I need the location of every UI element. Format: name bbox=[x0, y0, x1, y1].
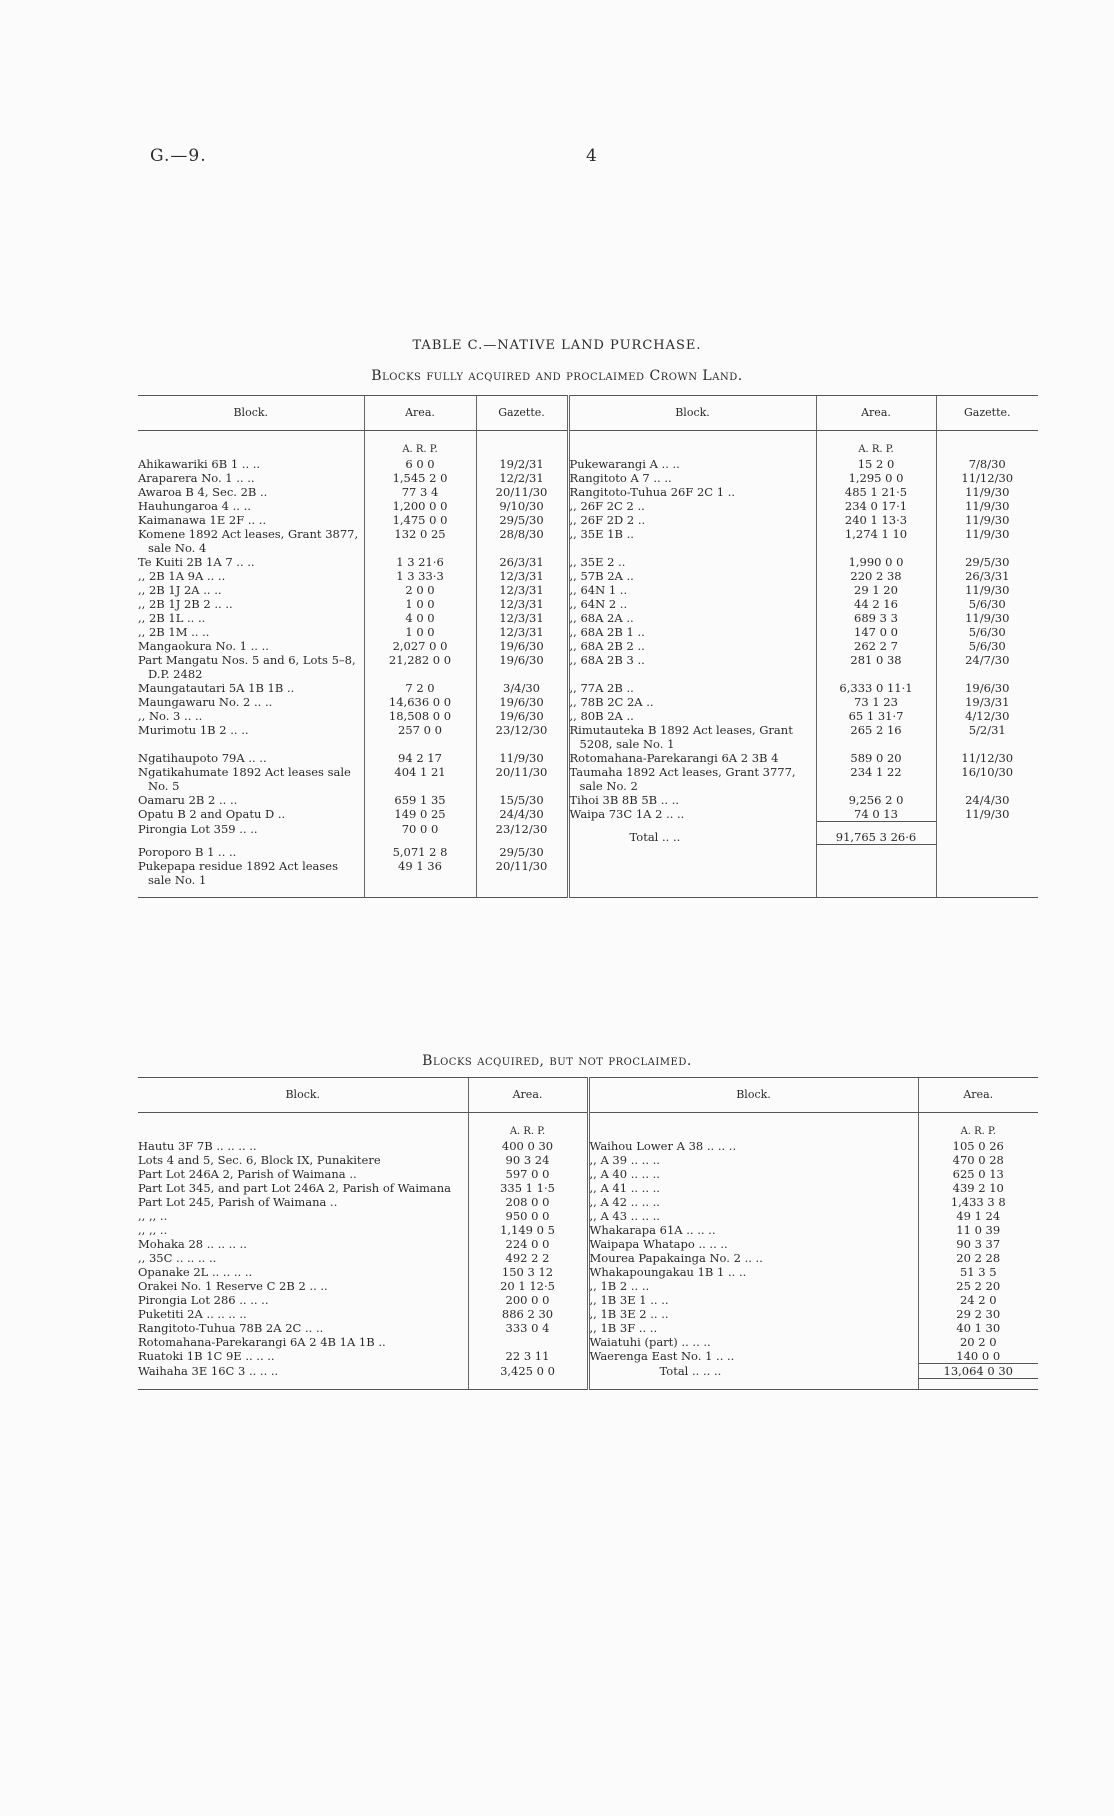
area-value: 4 0 0 bbox=[364, 611, 476, 625]
gazette-date: 19/6/30 bbox=[476, 639, 568, 653]
blank-cell bbox=[468, 1379, 588, 1390]
units-label: A. R. P. bbox=[816, 431, 936, 458]
area-value: 1,990 0 0 bbox=[816, 555, 936, 569]
blank-cell bbox=[138, 1113, 468, 1140]
area-value: 6,333 0 11·1 bbox=[816, 681, 936, 695]
header-block: Block. bbox=[588, 1078, 918, 1113]
block-name: ,, 2B 1M .. .. bbox=[138, 625, 210, 639]
gazette-date: 29/5/30 bbox=[936, 555, 1038, 569]
block-name: ,, 57B 2A .. bbox=[568, 569, 816, 583]
table-row bbox=[138, 499, 1038, 513]
gazette-date: 11/9/30 bbox=[936, 583, 1038, 597]
table-row bbox=[138, 1195, 1038, 1209]
area-value: 20 2 28 bbox=[918, 1251, 1038, 1265]
area-value bbox=[468, 1335, 588, 1349]
gazette-date: 20/11/30 bbox=[476, 485, 568, 499]
gazette-date: 24/4/30 bbox=[936, 793, 1038, 807]
block-name: Maungawaru No. 2 .. .. bbox=[138, 695, 273, 709]
block-name: Opatu B 2 and Opatu D .. bbox=[138, 807, 286, 821]
area-value: 470 0 28 bbox=[918, 1153, 1038, 1167]
header-area: Area. bbox=[364, 396, 476, 431]
gazette-date: 29/5/30 bbox=[476, 845, 568, 859]
area-value: 333 0 4 bbox=[468, 1321, 588, 1335]
area-value: 150 3 12 bbox=[468, 1265, 588, 1279]
blank-cell bbox=[476, 431, 568, 458]
table-row bbox=[138, 1265, 1038, 1279]
blank-cell bbox=[138, 1379, 468, 1390]
blank-cell bbox=[936, 845, 1038, 859]
area-value: 200 0 0 bbox=[468, 1293, 588, 1307]
blank-cell bbox=[476, 887, 568, 898]
block-name: ,, ,, .. bbox=[138, 1209, 168, 1223]
area-value: 51 3 5 bbox=[918, 1265, 1038, 1279]
table-title: TABLE C.—NATIVE LAND PURCHASE. bbox=[412, 338, 702, 353]
area-value: 2 0 0 bbox=[364, 583, 476, 597]
gazette-date: 5/6/30 bbox=[936, 597, 1038, 611]
block-name: ,, 68A 2B 3 .. bbox=[568, 653, 816, 681]
table-row bbox=[138, 1139, 1038, 1153]
header-area: Area. bbox=[468, 1078, 588, 1113]
block-name: Rangitoto A 7 .. .. bbox=[568, 471, 816, 485]
blank-cell bbox=[936, 859, 1038, 887]
gazette-date: 15/5/30 bbox=[476, 793, 568, 807]
gazette-date: 11/9/30 bbox=[936, 499, 1038, 513]
block-name: Part Lot 345, and part Lot 246A 2, Parish of Waimana bbox=[138, 1181, 452, 1195]
table-row bbox=[138, 457, 1038, 471]
table-row bbox=[138, 793, 1038, 807]
block-name: ,, No. 3 .. .. bbox=[138, 709, 203, 723]
table-row bbox=[138, 681, 1038, 695]
area-value: 21,282 0 0 bbox=[364, 653, 476, 681]
area-value: 335 1 1·5 bbox=[468, 1181, 588, 1195]
block-name: Pirongia Lot 359 .. .. bbox=[138, 821, 258, 836]
block-name: Ngatikahumate 1892 Act leases sale No. 5 bbox=[138, 765, 351, 793]
gazette-date: 16/10/30 bbox=[936, 765, 1038, 793]
blank-cell bbox=[816, 887, 936, 898]
gazette-date: 12/3/31 bbox=[476, 597, 568, 611]
block-name: ,, 80B 2A .. bbox=[568, 709, 816, 723]
gazette-date: 19/6/30 bbox=[936, 681, 1038, 695]
area-value: 485 1 21·5 bbox=[816, 485, 936, 499]
area-value: 3,425 0 0 bbox=[468, 1364, 588, 1379]
table-row bbox=[138, 555, 1038, 569]
area-value: 90 3 37 bbox=[918, 1237, 1038, 1251]
area-value: 9,256 2 0 bbox=[816, 793, 936, 807]
area-value: 65 1 31·7 bbox=[816, 709, 936, 723]
page-number: 4 bbox=[586, 146, 597, 166]
table-row bbox=[138, 1181, 1038, 1195]
block-name: Hautu 3F 7B .. .. .. .. bbox=[138, 1139, 257, 1153]
table-row bbox=[138, 1223, 1038, 1237]
area-value: 29 1 20 bbox=[816, 583, 936, 597]
table-row bbox=[138, 822, 1038, 845]
gazette-date: 24/4/30 bbox=[476, 807, 568, 822]
block-name: Araparera No. 1 .. .. bbox=[138, 471, 255, 485]
block-name: ,, 68A 2A .. bbox=[568, 611, 816, 625]
block-name: ,, 2B 1J 2B 2 .. .. bbox=[138, 597, 233, 611]
area-value: 257 0 0 bbox=[364, 723, 476, 751]
table-row bbox=[138, 723, 1038, 751]
area-value: 220 2 38 bbox=[816, 569, 936, 583]
area-value: 1 0 0 bbox=[364, 597, 476, 611]
gazette-date: 19/6/30 bbox=[476, 653, 568, 681]
gazette-date: 26/3/31 bbox=[936, 569, 1038, 583]
area-value: 404 1 21 bbox=[364, 765, 476, 793]
gazette-date: 4/12/30 bbox=[936, 709, 1038, 723]
area-value: 625 0 13 bbox=[918, 1167, 1038, 1181]
area-value: 49 1 24 bbox=[918, 1209, 1038, 1223]
table-row bbox=[138, 695, 1038, 709]
table-row bbox=[138, 639, 1038, 653]
block-name: Maungatautari 5A 1B 1B .. bbox=[138, 681, 295, 695]
gazette-date: 23/12/30 bbox=[476, 822, 568, 845]
area-value: 1 0 0 bbox=[364, 625, 476, 639]
block-name: Ngatihaupoto 79A .. .. bbox=[138, 751, 267, 765]
gazette-date: 11/12/30 bbox=[936, 751, 1038, 765]
table-row bbox=[138, 709, 1038, 723]
block-name: ,, 64N 1 .. bbox=[568, 583, 816, 597]
blank-cell bbox=[816, 859, 936, 887]
table-row bbox=[138, 1209, 1038, 1223]
blank-cell bbox=[568, 887, 816, 898]
gazette-date: 12/2/31 bbox=[476, 471, 568, 485]
units-label: A. R. P. bbox=[918, 1113, 1038, 1140]
table-row bbox=[138, 1237, 1038, 1251]
section2-title: Blocks acquired, but not proclaimed. bbox=[422, 1053, 692, 1069]
area-value: 1,433 3 8 bbox=[918, 1195, 1038, 1209]
block-name: Waipa 73C 1A 2 .. .. bbox=[568, 807, 816, 822]
gazette-date: 28/8/30 bbox=[476, 527, 568, 555]
block-name: Mourea Papakainga No. 2 .. .. bbox=[588, 1251, 918, 1265]
table-row bbox=[138, 1251, 1038, 1265]
blank-cell bbox=[588, 1113, 918, 1140]
area-value: 492 2 2 bbox=[468, 1251, 588, 1265]
area-value: 94 2 17 bbox=[364, 751, 476, 765]
table-row bbox=[138, 625, 1038, 639]
block-name: Orakei No. 1 Reserve C 2B 2 .. .. bbox=[138, 1279, 328, 1293]
gazette-date: 11/9/30 bbox=[936, 513, 1038, 527]
gazette-date: 12/3/31 bbox=[476, 583, 568, 597]
area-value: 140 0 0 bbox=[918, 1349, 1038, 1364]
table-row bbox=[138, 1349, 1038, 1364]
block-name: Pirongia Lot 286 .. .. .. bbox=[138, 1293, 269, 1307]
blank-cell bbox=[588, 1379, 918, 1390]
block-name: Waihou Lower A 38 .. .. .. bbox=[588, 1139, 918, 1153]
header-block: Block. bbox=[568, 396, 816, 431]
gazette-date: 19/6/30 bbox=[476, 709, 568, 723]
gazette-date: 26/3/31 bbox=[476, 555, 568, 569]
blank-cell bbox=[568, 859, 816, 887]
block-name: Te Kuiti 2B 1A 7 .. .. bbox=[138, 555, 255, 569]
block-name: Ahikawariki 6B 1 .. .. bbox=[138, 457, 261, 471]
area-value: 25 2 20 bbox=[918, 1279, 1038, 1293]
area-value: 22 3 11 bbox=[468, 1349, 588, 1364]
area-value: 659 1 35 bbox=[364, 793, 476, 807]
block-name: Pukepapa residue 1892 Act leases sale No. 1 bbox=[138, 858, 339, 887]
area-value: 24 2 0 bbox=[918, 1293, 1038, 1307]
block-name: Murimotu 1B 2 .. .. bbox=[138, 723, 249, 737]
blank-cell bbox=[816, 845, 936, 859]
table-row bbox=[138, 527, 1038, 555]
block-name: ,, 64N 2 .. bbox=[568, 597, 816, 611]
block-name: ,, A 39 .. .. .. bbox=[588, 1153, 918, 1167]
block-name: ,, 35C .. .. .. .. bbox=[138, 1251, 217, 1265]
area-value: 265 2 16 bbox=[816, 723, 936, 751]
gazette-date: 12/3/31 bbox=[476, 625, 568, 639]
gazette-date: 11/9/30 bbox=[936, 485, 1038, 499]
gazette-date: 29/5/30 bbox=[476, 513, 568, 527]
block-name: ,, 1B 2 .. .. bbox=[588, 1279, 918, 1293]
block-name: ,, 26F 2D 2 .. bbox=[568, 513, 816, 527]
table-row bbox=[138, 597, 1038, 611]
area-value: 234 1 22 bbox=[816, 765, 936, 793]
block-name: ,, A 40 .. .. .. bbox=[588, 1167, 918, 1181]
area-value: 950 0 0 bbox=[468, 1209, 588, 1223]
table-end-rule bbox=[138, 887, 1038, 898]
blank-cell bbox=[936, 431, 1038, 458]
area-value: 15 2 0 bbox=[816, 457, 936, 471]
section1-title: Blocks fully acquired and proclaimed Crown Land. bbox=[371, 368, 743, 384]
gazette-date: 9/10/30 bbox=[476, 499, 568, 513]
area-value: 208 0 0 bbox=[468, 1195, 588, 1209]
gazette-date: 19/2/31 bbox=[476, 457, 568, 471]
gazette-date: 12/3/31 bbox=[476, 611, 568, 625]
blank-cell bbox=[936, 887, 1038, 898]
gazette-date: 7/8/30 bbox=[936, 457, 1038, 471]
gazette-date: 11/9/30 bbox=[936, 611, 1038, 625]
block-name: Rimutauteka B 1892 Act leases, Grant 5208, sale No. 1 bbox=[568, 723, 816, 751]
table-row bbox=[138, 611, 1038, 625]
area-value: 6 0 0 bbox=[364, 457, 476, 471]
block-name: ,, 1B 3E 1 .. .. bbox=[588, 1293, 918, 1307]
block-name: Waiatuhi (part) .. .. .. bbox=[588, 1335, 918, 1349]
gazette-date: 23/12/30 bbox=[476, 723, 568, 751]
total-area: 91,765 3 26·6 bbox=[816, 822, 936, 845]
block-name: ,, ,, .. bbox=[138, 1223, 168, 1237]
table-row bbox=[138, 653, 1038, 681]
gazette-date: 20/11/30 bbox=[476, 859, 568, 887]
area-value: 589 0 20 bbox=[816, 751, 936, 765]
blank-cell bbox=[138, 431, 364, 458]
area-value: 5,071 2 8 bbox=[364, 845, 476, 859]
block-name: Kaimanawa 1E 2F .. .. bbox=[138, 513, 267, 527]
area-value: 1 3 33·3 bbox=[364, 569, 476, 583]
area-value: 1,200 0 0 bbox=[364, 499, 476, 513]
block-name: ,, A 43 .. .. .. bbox=[588, 1209, 918, 1223]
blank-cell bbox=[138, 887, 364, 898]
area-value: 44 2 16 bbox=[816, 597, 936, 611]
table-row bbox=[138, 1167, 1038, 1181]
area-value: 886 2 30 bbox=[468, 1307, 588, 1321]
block-name: ,, A 41 .. .. .. bbox=[588, 1181, 918, 1195]
area-value: 147 0 0 bbox=[816, 625, 936, 639]
block-name: Part Lot 245, Parish of Waimana .. bbox=[138, 1195, 338, 1209]
area-value: 400 0 30 bbox=[468, 1139, 588, 1153]
header-gazette: Gazette. bbox=[476, 396, 568, 431]
area-value: 105 0 26 bbox=[918, 1139, 1038, 1153]
area-value: 281 0 38 bbox=[816, 653, 936, 681]
area-value: 74 0 13 bbox=[816, 807, 936, 822]
table-row bbox=[138, 845, 1038, 859]
table-row bbox=[138, 1279, 1038, 1293]
block-name: Hauhungaroa 4 .. .. bbox=[138, 499, 251, 513]
table-row bbox=[138, 513, 1038, 527]
blank-cell bbox=[568, 431, 816, 458]
block-name: Rangitoto-Tuhua 78B 2A 2C .. .. bbox=[138, 1321, 324, 1335]
gazette-date: 11/9/30 bbox=[936, 527, 1038, 555]
header-block: Block. bbox=[138, 1078, 468, 1113]
block-name: Whakapoungakau 1B 1 .. .. bbox=[588, 1265, 918, 1279]
block-name: Awaroa B 4, Sec. 2B .. bbox=[138, 485, 268, 499]
table-row bbox=[138, 1335, 1038, 1349]
block-name: Tihoi 3B 8B 5B .. .. bbox=[568, 793, 816, 807]
block-name: ,, 1B 3F .. .. bbox=[588, 1321, 918, 1335]
table-row bbox=[138, 765, 1038, 793]
gazette-date: 12/3/31 bbox=[476, 569, 568, 583]
area-value: 439 2 10 bbox=[918, 1181, 1038, 1195]
table-row bbox=[138, 751, 1038, 765]
gazette-date: 11/9/30 bbox=[476, 751, 568, 765]
area-value: 77 3 4 bbox=[364, 485, 476, 499]
block-name: ,, 26F 2C 2 .. bbox=[568, 499, 816, 513]
block-name: Oamaru 2B 2 .. .. bbox=[138, 793, 238, 807]
blank-cell bbox=[568, 845, 816, 859]
block-name: Komene 1892 Act leases, Grant 3877, sale No. 4 bbox=[138, 527, 359, 555]
area-value: 149 0 25 bbox=[364, 807, 476, 822]
table-row bbox=[138, 583, 1038, 597]
gazette-date: 24/7/30 bbox=[936, 653, 1038, 681]
block-name: Mangaokura No. 1 .. .. bbox=[138, 639, 269, 653]
area-value: 262 2 7 bbox=[816, 639, 936, 653]
block-name: ,, 35E 2 .. bbox=[568, 555, 816, 569]
table-row bbox=[138, 807, 1038, 822]
area-value: 18,508 0 0 bbox=[364, 709, 476, 723]
gazette-date: 3/4/30 bbox=[476, 681, 568, 695]
block-name: Ruatoki 1B 1C 9E .. .. .. bbox=[138, 1349, 275, 1363]
block-name: Whakarapa 61A .. .. .. bbox=[588, 1223, 918, 1237]
blank-cell bbox=[936, 822, 1038, 845]
block-name: Lots 4 and 5, Sec. 6, Block IX, Punakitere bbox=[138, 1153, 381, 1167]
area-value: 40 1 30 bbox=[918, 1321, 1038, 1335]
block-name: Waihaha 3E 16C 3 .. .. .. bbox=[138, 1363, 279, 1378]
table-row bbox=[138, 569, 1038, 583]
area-value: 90 3 24 bbox=[468, 1153, 588, 1167]
area-value: 597 0 0 bbox=[468, 1167, 588, 1181]
total-label: Total .. .. bbox=[568, 822, 816, 845]
area-value: 20 1 12·5 bbox=[468, 1279, 588, 1293]
gazette-date: 5/6/30 bbox=[936, 625, 1038, 639]
proclaimed-blocks-table bbox=[138, 395, 1038, 898]
block-name: Waipapa Whatapo .. .. .. bbox=[588, 1237, 918, 1251]
area-value: 11 0 39 bbox=[918, 1223, 1038, 1237]
block-name: Pukewarangi A .. .. bbox=[568, 457, 816, 471]
block-name: Rotomahana-Parekarangi 6A 2 4B 1A 1B .. bbox=[138, 1335, 386, 1349]
block-name: Taumaha 1892 Act leases, Grant 3777, sale No. 2 bbox=[568, 765, 816, 793]
block-name: ,, 68A 2B 1 .. bbox=[568, 625, 816, 639]
document-reference: G.—9. bbox=[150, 146, 207, 166]
area-value: 240 1 13·3 bbox=[816, 513, 936, 527]
gazette-date: 11/9/30 bbox=[936, 807, 1038, 822]
block-name: Puketiti 2A .. .. .. .. bbox=[138, 1307, 247, 1321]
block-name: Waerenga East No. 1 .. .. bbox=[588, 1349, 918, 1364]
area-value: 49 1 36 bbox=[364, 859, 476, 887]
area-value: 20 2 0 bbox=[918, 1335, 1038, 1349]
gazette-date: 19/3/31 bbox=[936, 695, 1038, 709]
block-name: Poroporo B 1 .. .. bbox=[138, 844, 237, 859]
area-value: 234 0 17·1 bbox=[816, 499, 936, 513]
unproclaimed-blocks-table bbox=[138, 1077, 1038, 1390]
gazette-date: 19/6/30 bbox=[476, 695, 568, 709]
area-value: 1,149 0 5 bbox=[468, 1223, 588, 1237]
area-value: 7 2 0 bbox=[364, 681, 476, 695]
area-value: 29 2 30 bbox=[918, 1307, 1038, 1321]
area-value: 14,636 0 0 bbox=[364, 695, 476, 709]
units-label: A. R. P. bbox=[468, 1113, 588, 1140]
area-value: 1,274 1 10 bbox=[816, 527, 936, 555]
block-name: Mohaka 28 .. .. .. .. bbox=[138, 1237, 247, 1251]
header-area: Area. bbox=[918, 1078, 1038, 1113]
gazette-date: 5/2/31 bbox=[936, 723, 1038, 751]
total-area: 13,064 0 30 bbox=[918, 1364, 1038, 1379]
block-name: ,, 2B 1L .. .. bbox=[138, 611, 206, 625]
table-row bbox=[138, 1153, 1038, 1167]
block-name: ,, 78B 2C 2A .. bbox=[568, 695, 816, 709]
table-row bbox=[138, 485, 1038, 499]
block-name: Part Mangatu Nos. 5 and 6, Lots 5–8, D.P. 2482 bbox=[138, 653, 356, 681]
total-label: Total .. .. .. bbox=[588, 1364, 918, 1379]
table-row bbox=[138, 471, 1038, 485]
block-name: Rangitoto-Tuhua 26F 2C 1 .. bbox=[568, 485, 816, 499]
table-row bbox=[138, 1307, 1038, 1321]
area-value: 1,295 0 0 bbox=[816, 471, 936, 485]
gazette-date: 11/12/30 bbox=[936, 471, 1038, 485]
units-label: A. R. P. bbox=[364, 431, 476, 458]
block-name: Rotomahana-Parekarangi 6A 2 3B 4 bbox=[568, 751, 816, 765]
block-name: ,, 2B 1A 9A .. .. bbox=[138, 569, 226, 583]
block-name: Part Lot 246A 2, Parish of Waimana .. bbox=[138, 1167, 357, 1181]
blank-cell bbox=[364, 887, 476, 898]
area-value: 70 0 0 bbox=[364, 822, 476, 845]
area-value: 689 3 3 bbox=[816, 611, 936, 625]
header-area: Area. bbox=[816, 396, 936, 431]
area-value: 2,027 0 0 bbox=[364, 639, 476, 653]
area-value: 1,545 2 0 bbox=[364, 471, 476, 485]
gazette-date: 5/6/30 bbox=[936, 639, 1038, 653]
block-name: ,, A 42 .. .. .. bbox=[588, 1195, 918, 1209]
block-name: ,, 35E 1B .. bbox=[568, 527, 816, 555]
area-value: 1 3 21·6 bbox=[364, 555, 476, 569]
area-value: 224 0 0 bbox=[468, 1237, 588, 1251]
header-gazette: Gazette. bbox=[936, 396, 1038, 431]
block-name: ,, 1B 3E 2 .. .. bbox=[588, 1307, 918, 1321]
table-row bbox=[138, 859, 1038, 887]
table-row bbox=[138, 1293, 1038, 1307]
area-value: 132 0 25 bbox=[364, 527, 476, 555]
table-row bbox=[138, 1364, 1038, 1379]
blank-cell bbox=[918, 1379, 1038, 1390]
header-block: Block. bbox=[138, 396, 364, 431]
table-end-rule bbox=[138, 1379, 1038, 1390]
block-name: ,, 68A 2B 2 .. bbox=[568, 639, 816, 653]
area-value: 1,475 0 0 bbox=[364, 513, 476, 527]
gazette-date: 20/11/30 bbox=[476, 765, 568, 793]
area-value: 73 1 23 bbox=[816, 695, 936, 709]
block-name: ,, 2B 1J 2A .. .. bbox=[138, 583, 222, 597]
block-name: Opanake 2L .. .. .. .. bbox=[138, 1265, 253, 1279]
table-row bbox=[138, 1321, 1038, 1335]
block-name: ,, 77A 2B .. bbox=[568, 681, 816, 695]
